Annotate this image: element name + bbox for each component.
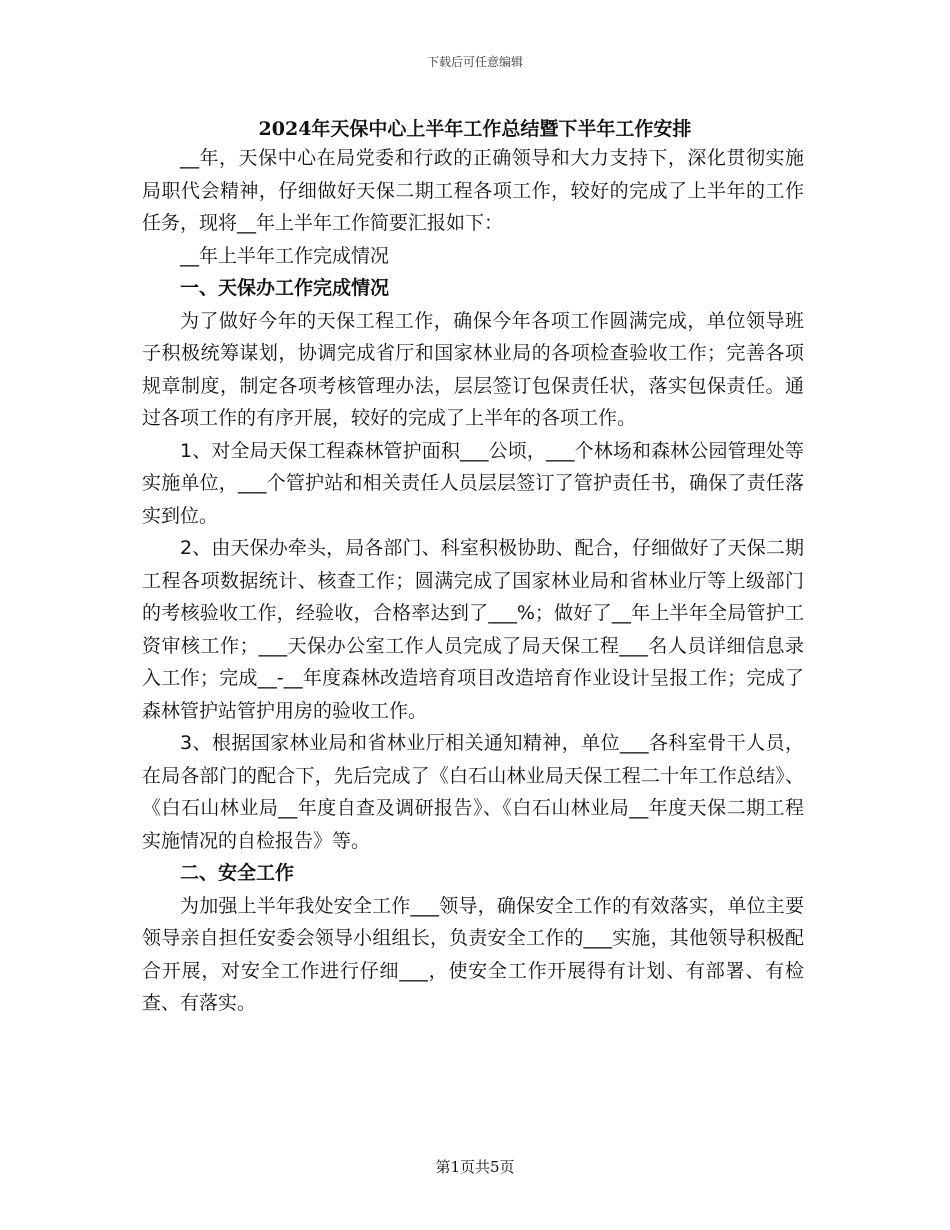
header-note: 下载后可任意编辑 (426, 55, 523, 69)
document-body (142, 142, 804, 1020)
section-heading-2: 二、安全工作 (180, 862, 295, 884)
paragraph-item-2: 2、由天保办牵头，局各部门、科室积极协助、配合，仔细做好了天保二期工程各项数据统计、核查工作；圆满完成了国家林业局和省林业厅等上级部门的考核验收工作，经验收，合格率达到了___%；做好了__年上半年全局管护工资审核工作；___天保办公室工作人员完成了局天保工程___名人员详细信息录入工作；完成__-__年度森林改造培育项目改造培育作业设计呈报工作；完成了森林管护站管护用房的验收工作。 (142, 537, 804, 722)
paragraph-section1-body: 为了做好今年的天保工程工作，确保今年各项工作圆满完成，单位领导班子积极统筹谋划，协调完成省厅和国家林业局的各项检查验收工作；完善各项规章制度，制定各项考核管理办法，层层签订包保责任状，落实包保责任。通过各项工作的有序开展，较好的完成了上半年的各项工作。 (142, 309, 804, 429)
section-heading-1: 一、天保办工作完成情况 (180, 277, 390, 299)
document-title: 2024年天保中心上半年工作总结暨下半年工作安排 (258, 118, 692, 140)
paragraph-section2-body: 为加强上半年我处安全工作___领导，确保安全工作的有效落实，单位主要领导亲自担任安委会领导小组组长，负责安全工作的___实施，其他领导积极配合开展，对安全工作进行仔细___，使安全工作开展得有计划、有部署、有检查、有落实。 (142, 894, 804, 1014)
page-footer: 第1页共5页 (435, 1158, 515, 1176)
paragraph-summary-heading: __年上半年工作完成情况 (180, 244, 390, 267)
paragraph-item-1: 1、对全局天保工程森林管护面积___公顷，___个林场和森林公园管理处等实施单位，___个管护站和相关责任人员层层签订了管护责任书，确保了责任落实到位。 (142, 439, 804, 527)
paragraph-intro: __年，天保中心在局党委和行政的正确领导和大力支持下，深化贯彻实施局职代会精神，仔细做好天保二期工程各项工作，较好的完成了上半年的工作任务，现将__年上半年工作简要汇报如下： (142, 147, 804, 234)
paragraph-item-3: 3、根据国家林业局和省林业厅相关通知精神，单位___各科室骨干人员，在局各部门的配合下，先后完成了《白石山林业局天保工程二十年工作总结》、《白石山林业局__年度自查及调研报告》、《白石山林业局__年度天保二期工程实施情况的自检报告》等。 (142, 732, 804, 852)
